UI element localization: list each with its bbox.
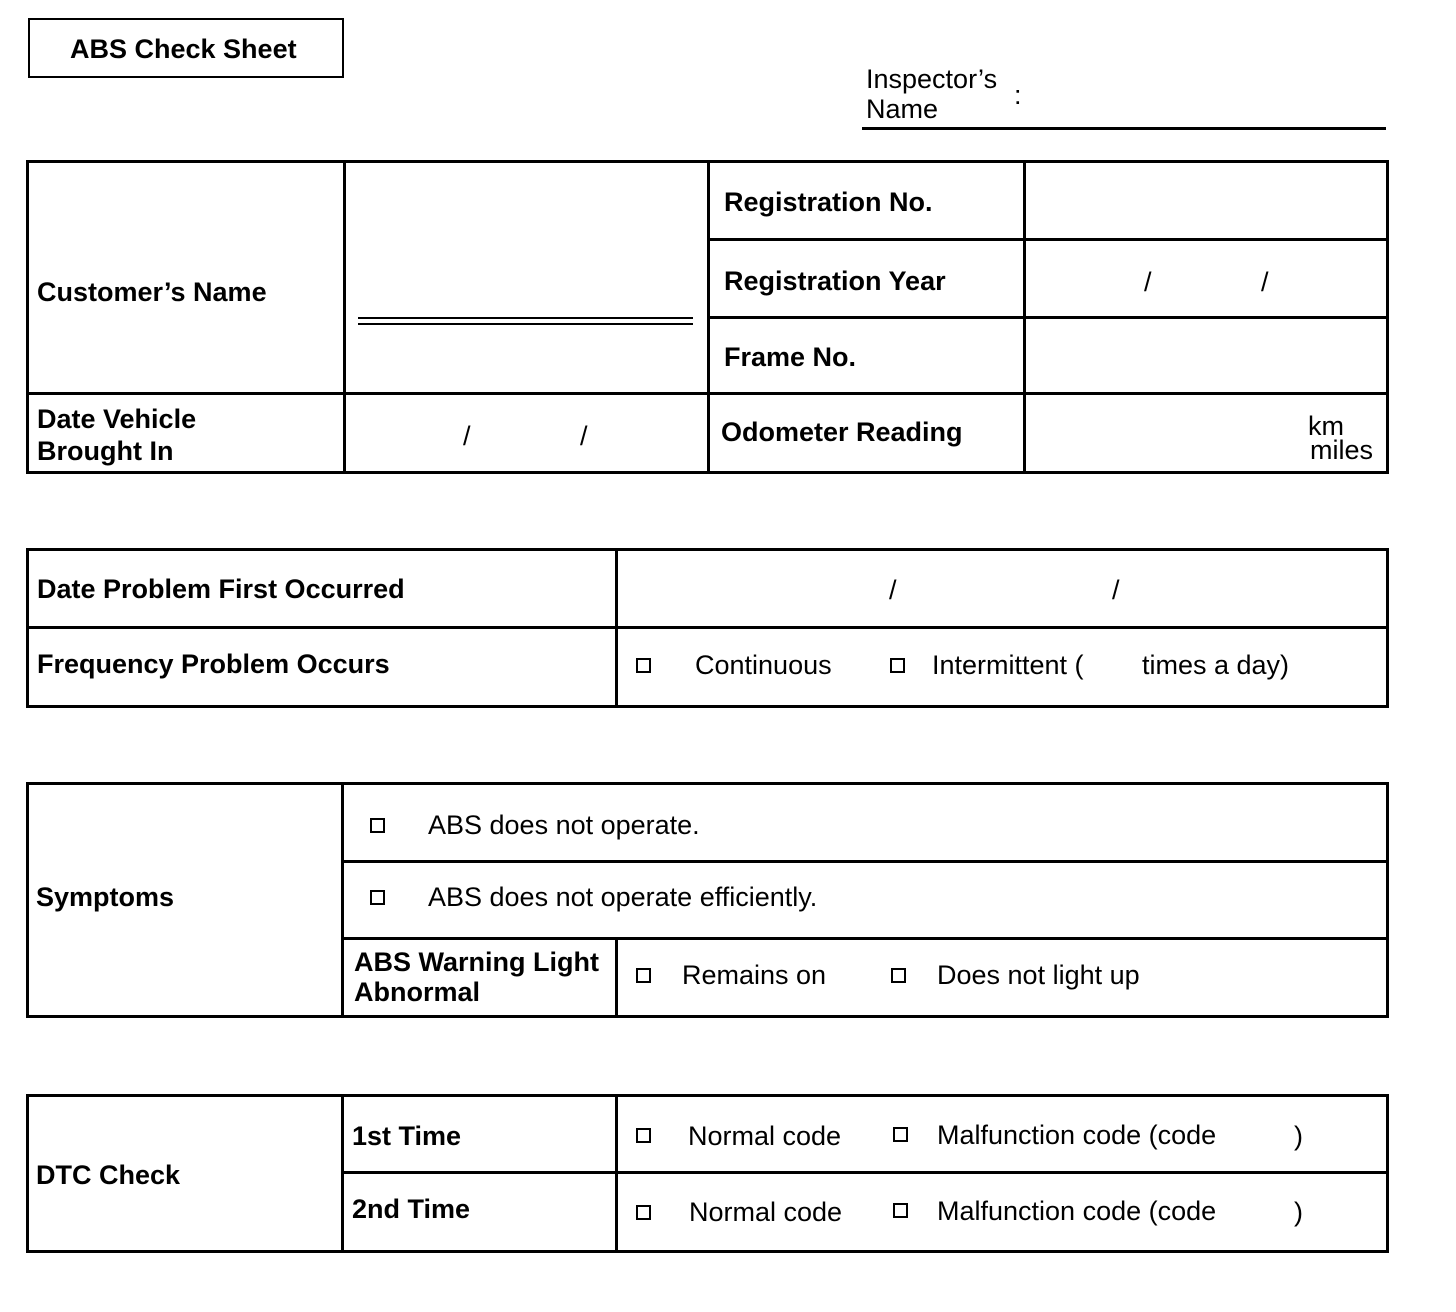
date-first-occurred-separator-2: /: [1112, 575, 1120, 605]
first-time-normal-checkbox[interactable]: [636, 1128, 651, 1143]
symptom-1-checkbox[interactable]: [370, 818, 385, 833]
continuous-label: Continuous: [695, 650, 832, 680]
second-time-close-paren: ): [1294, 1197, 1303, 1227]
date-brought-in-separator-1: /: [463, 421, 471, 451]
first-time-label: 1st Time: [352, 1121, 462, 1151]
registration-year-label: Registration Year: [724, 266, 946, 296]
symptom-1-label: ABS does not operate.: [428, 810, 700, 840]
symptoms-label: Symptoms: [36, 882, 175, 912]
second-time-malfunction-checkbox[interactable]: [893, 1203, 908, 1218]
symptom-2-label: ABS does not operate efficiently.: [428, 882, 818, 912]
date-brought-in-label-line1: Date Vehicle: [37, 404, 197, 434]
customer-name-field[interactable]: [358, 317, 693, 319]
odometer-label: Odometer Reading: [721, 417, 963, 447]
first-time-malfunction-checkbox[interactable]: [893, 1127, 908, 1142]
date-first-occurred-label: Date Problem First Occurred: [37, 574, 405, 604]
registration-no-field[interactable]: [1026, 163, 1386, 238]
continuous-checkbox[interactable]: [636, 658, 651, 673]
frame-no-label: Frame No.: [724, 342, 857, 372]
registration-no-label: Registration No.: [724, 187, 933, 217]
first-time-close-paren: ): [1294, 1121, 1303, 1151]
remains-on-checkbox[interactable]: [636, 968, 651, 983]
intermittent-checkbox[interactable]: [890, 658, 905, 673]
remains-on-label: Remains on: [682, 960, 827, 990]
odometer-unit-km: km: [1308, 411, 1344, 441]
does-not-light-label: Does not light up: [937, 960, 1140, 990]
dtc-check-label: DTC Check: [36, 1160, 181, 1190]
customer-name-label: Customer’s Name: [37, 277, 267, 307]
second-time-label: 2nd Time: [352, 1194, 471, 1224]
second-time-malfunction-label: Malfunction code (code: [937, 1196, 1217, 1226]
symptom-2-checkbox[interactable]: [370, 890, 385, 905]
warning-light-label-line2: Abnormal: [354, 977, 481, 1007]
frame-no-field[interactable]: [1026, 319, 1386, 392]
inspector-label-line2: Name: [866, 94, 939, 124]
first-time-malfunction-label: Malfunction code (code: [937, 1120, 1217, 1150]
times-a-day-label: times a day): [1142, 650, 1290, 680]
intermittent-label: Intermittent (: [932, 650, 1084, 680]
page-title: ABS Check Sheet: [70, 34, 297, 64]
inspector-label-line1: Inspector’s: [866, 64, 998, 94]
first-time-normal-label: Normal code: [688, 1121, 842, 1151]
warning-light-label-line1: ABS Warning Light: [354, 947, 599, 977]
date-brought-in-label-line2: Brought In: [37, 436, 174, 466]
second-time-normal-label: Normal code: [689, 1197, 843, 1227]
frequency-label: Frequency Problem Occurs: [37, 649, 390, 679]
inspector-colon: :: [1014, 80, 1022, 110]
date-brought-in-separator-2: /: [580, 421, 588, 451]
second-time-normal-checkbox[interactable]: [636, 1205, 651, 1220]
does-not-light-checkbox[interactable]: [891, 968, 906, 983]
inspector-name-field[interactable]: [862, 127, 1386, 130]
odometer-unit-miles: miles: [1310, 435, 1374, 465]
registration-year-separator-1: /: [1144, 267, 1152, 297]
registration-year-separator-2: /: [1261, 267, 1269, 297]
date-first-occurred-separator-1: /: [889, 575, 897, 605]
